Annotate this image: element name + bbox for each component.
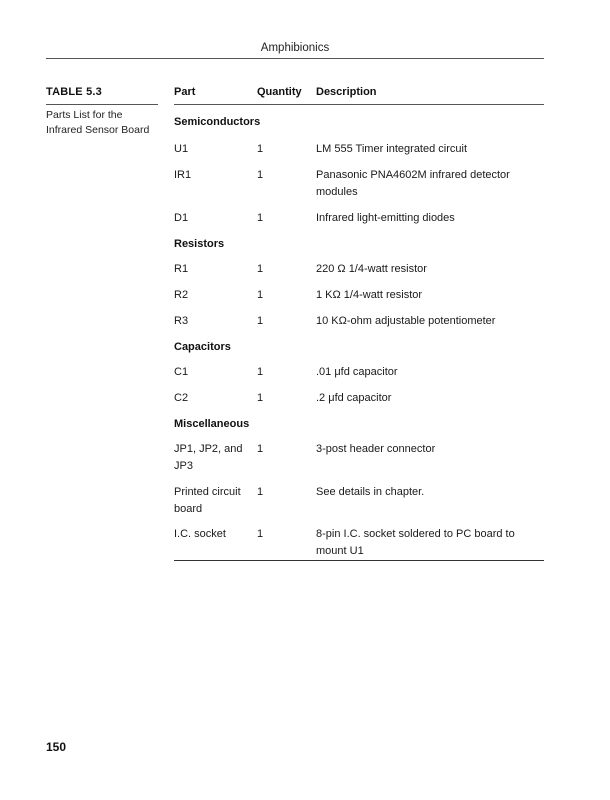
part-cell: Printed circuit board — [174, 486, 241, 515]
description-cell: .01 μfd capacitor — [316, 366, 398, 378]
table-label: TABLE 5.3 — [46, 86, 158, 105]
table-row — [174, 261, 544, 278]
part-cell: C1 — [174, 366, 189, 378]
quantity-cell: 1 — [257, 392, 264, 404]
table-caption — [46, 86, 158, 138]
quantity-cell: 1 — [257, 486, 264, 498]
table-header — [174, 86, 544, 105]
column-header-part: Part — [174, 86, 196, 98]
running-head: Amphibionics — [260, 42, 330, 54]
section-heading: Capacitors — [174, 341, 231, 353]
table-row — [174, 313, 544, 330]
quantity-cell: 1 — [257, 528, 264, 540]
description-cell: 1 KΩ 1/4-watt resistor — [316, 289, 423, 301]
section-heading: Semiconductors — [174, 116, 261, 128]
table-row — [174, 287, 544, 304]
column-header-description: Description — [316, 86, 377, 98]
quantity-cell: 1 — [257, 289, 264, 301]
quantity-cell: 1 — [257, 366, 264, 378]
description-cell: 220 Ω 1/4-watt resistor — [316, 263, 427, 275]
quantity-cell: 1 — [257, 169, 264, 181]
part-cell: C2 — [174, 392, 189, 404]
table-row — [174, 364, 544, 381]
description-cell: 3-post header connector — [316, 443, 436, 455]
table-body — [174, 114, 544, 561]
part-cell: R3 — [174, 315, 189, 327]
table-row — [174, 526, 544, 560]
description-cell: 8-pin I.C. socket soldered to PC board to mount U1 — [316, 528, 515, 557]
parts-table — [174, 86, 544, 561]
part-cell: IR1 — [174, 169, 192, 181]
description-cell: 10 KΩ-ohm adjustable potentiometer — [316, 315, 496, 327]
table-row — [174, 167, 544, 201]
part-cell: JP1, JP2, and JP3 — [174, 443, 243, 472]
quantity-cell: 1 — [257, 443, 264, 455]
description-cell: Infrared light-emitting diodes — [316, 212, 455, 224]
part-cell: R2 — [174, 289, 189, 301]
section-heading: Resistors — [174, 238, 225, 250]
table-row — [174, 210, 544, 227]
description-cell: .2 μfd capacitor — [316, 392, 392, 404]
table-row — [174, 441, 544, 475]
quantity-cell: 1 — [257, 263, 264, 275]
description-cell: Panasonic PNA4602M infrared detector modules — [316, 169, 510, 198]
table-row — [174, 484, 544, 518]
table-row — [174, 141, 544, 158]
quantity-cell: 1 — [257, 212, 264, 224]
column-header-quantity: Quantity — [257, 86, 302, 98]
table-row — [174, 390, 544, 407]
header-rule — [46, 58, 544, 59]
page-number: 150 — [46, 740, 67, 754]
description-cell: See details in chapter. — [316, 486, 425, 498]
part-cell: U1 — [174, 143, 189, 155]
quantity-cell: 1 — [257, 143, 264, 155]
section-heading: Miscellaneous — [174, 418, 250, 430]
quantity-cell: 1 — [257, 315, 264, 327]
table-caption-text: Parts List for the Infrared Sensor Board — [46, 109, 150, 136]
part-cell: I.C. socket — [174, 528, 226, 540]
part-cell: R1 — [174, 263, 189, 275]
description-cell: LM 555 Timer integrated circuit — [316, 143, 468, 155]
part-cell: D1 — [174, 212, 189, 224]
